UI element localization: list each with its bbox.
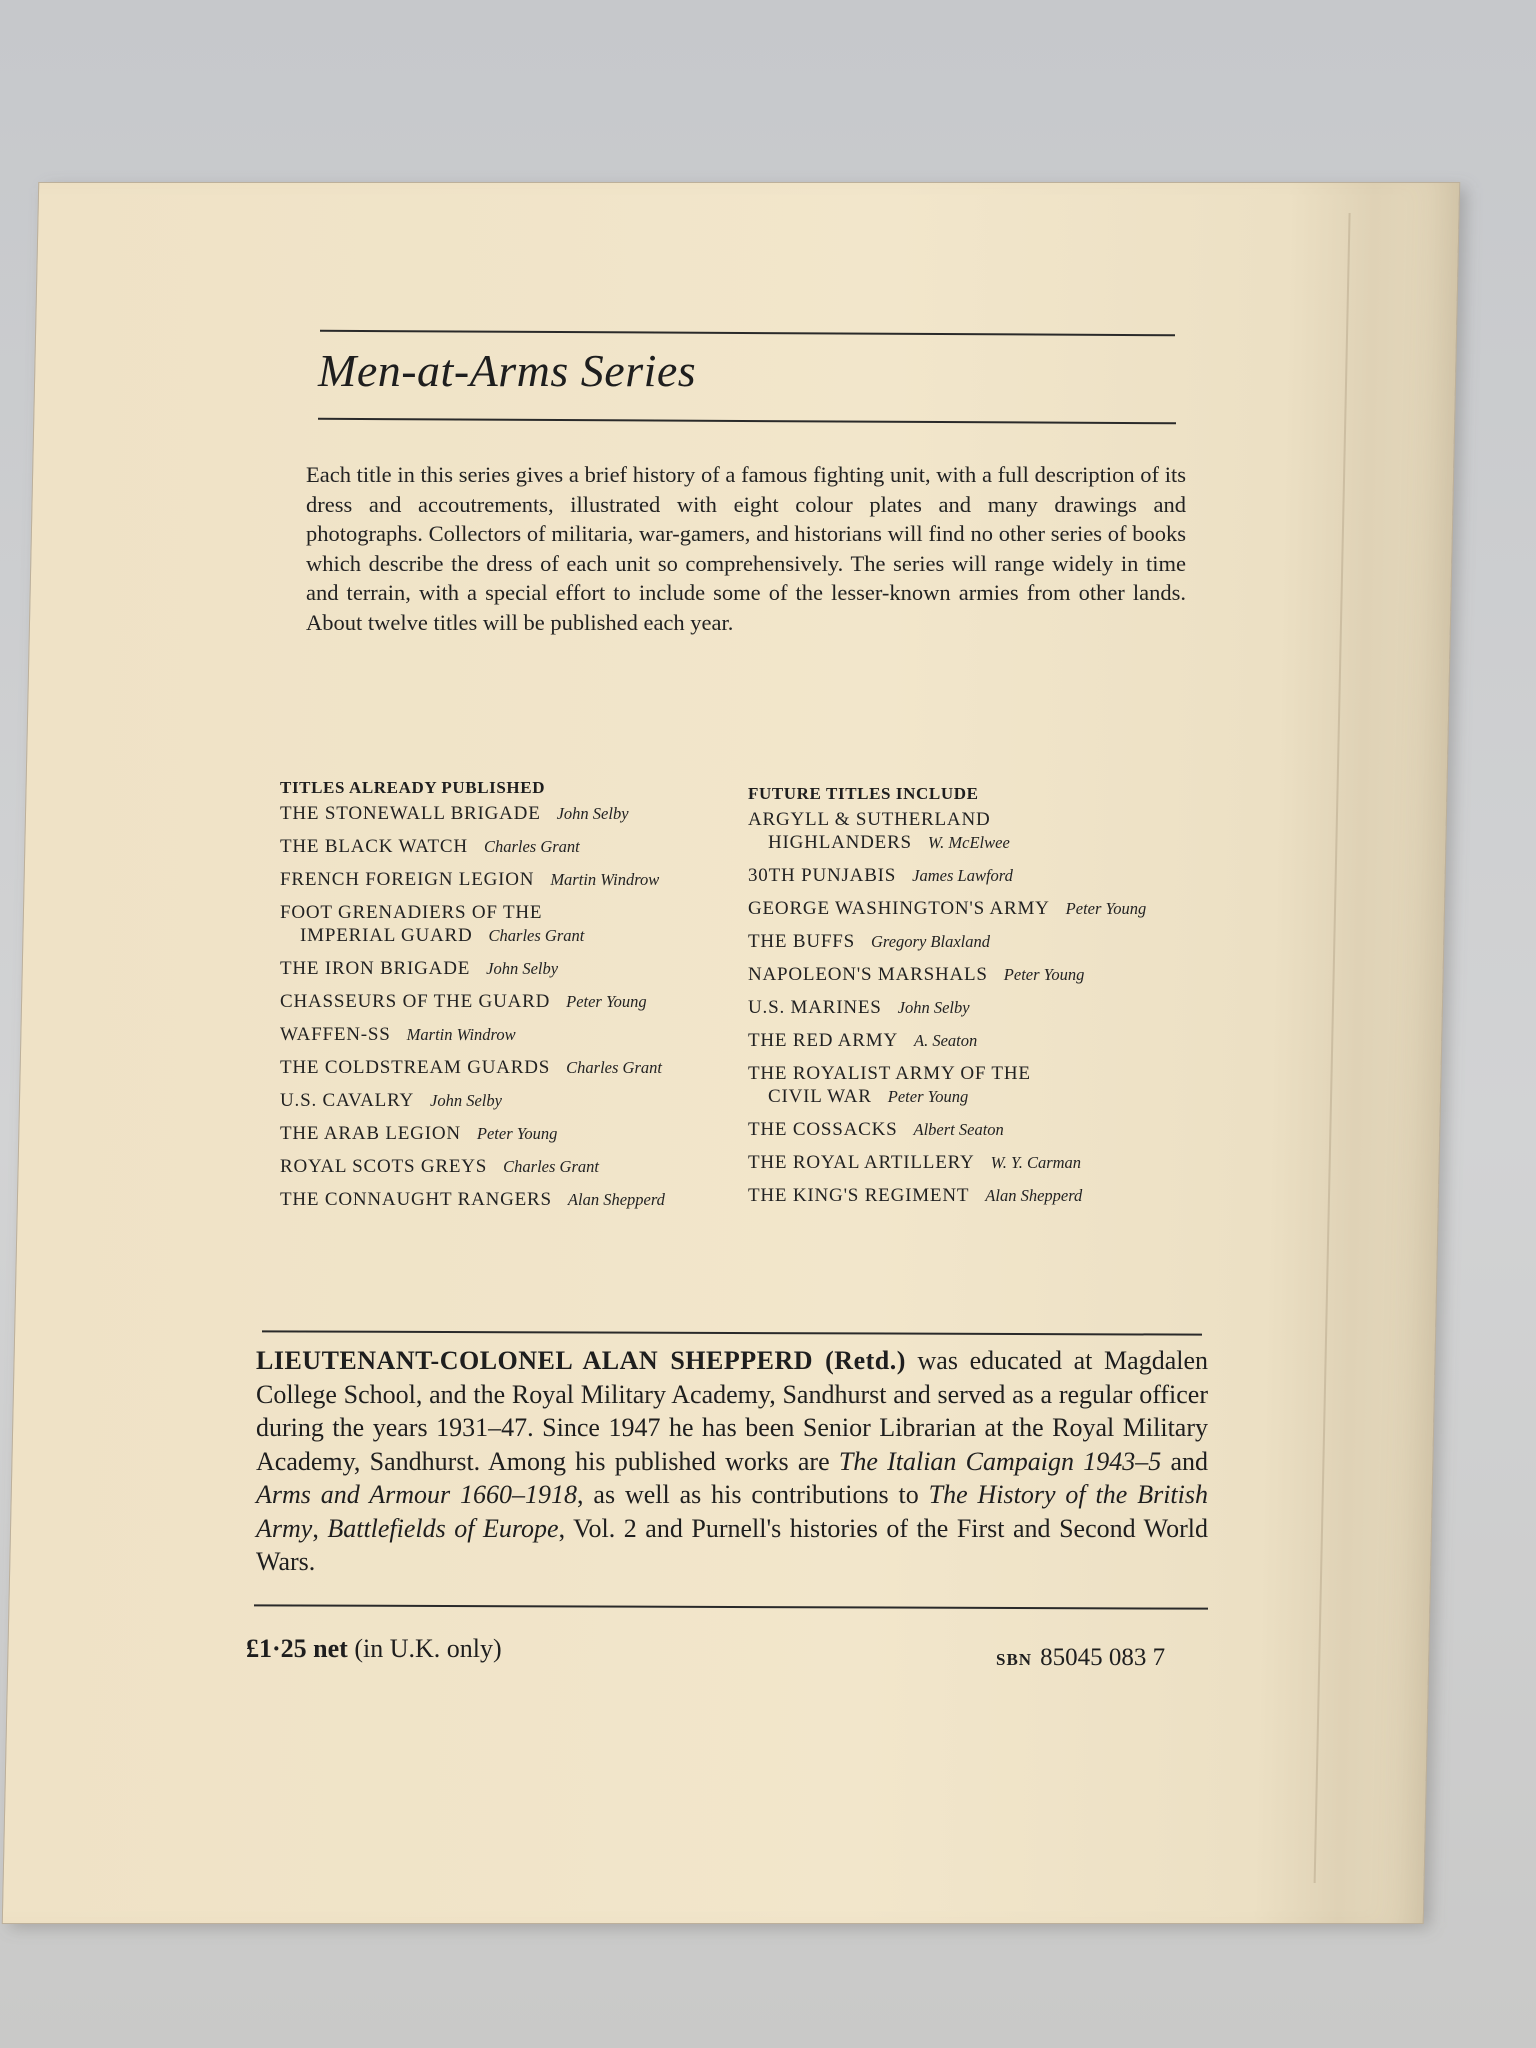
published-heading: TITLES ALREADY PUBLISHED: [280, 778, 546, 797]
list-item: [280, 1089, 730, 1112]
list-item: [280, 990, 730, 1013]
book-title: THE ROYAL ARTILLERY: [748, 1152, 975, 1173]
book-author: Peter Young: [887, 1087, 969, 1106]
list-item: [280, 868, 730, 891]
list-item: [280, 901, 730, 947]
book-title: THE CONNAUGHT RANGERS: [280, 1189, 552, 1210]
book-author: Charles Grant: [503, 1157, 599, 1176]
bio-text: , Vol. 2 and Purnell's histories of the First and Second World Wars.: [256, 1513, 1208, 1576]
isbn-label: [996, 1644, 1165, 1672]
book-author: Peter Young: [476, 1124, 558, 1143]
list-item: [748, 1184, 1218, 1207]
book-title: THE COSSACKS: [748, 1119, 898, 1140]
list-item: [748, 808, 1218, 854]
book-author: Alan Shepperd: [985, 1186, 1083, 1205]
bio-text: and: [1161, 1446, 1209, 1476]
list-item: [748, 1029, 1218, 1052]
top-rule: [320, 330, 1175, 336]
book-author: Martin Windrow: [406, 1025, 516, 1044]
book-title: FRENCH FOREIGN LEGION: [280, 869, 535, 890]
title-underline: [318, 418, 1176, 424]
book-title: THE IRON BRIGADE: [280, 958, 471, 979]
future-titles-list: [748, 784, 1218, 1217]
list-item: [748, 1118, 1218, 1141]
price-note: (in U.K. only): [347, 1634, 502, 1663]
bio-top-rule: [262, 1330, 1202, 1335]
future-heading: FUTURE TITLES INCLUDE: [748, 784, 979, 803]
list-item: [748, 930, 1218, 953]
list-item: [280, 835, 730, 858]
book-title-continued: CIVIL WAR: [768, 1086, 872, 1107]
book-author: Charles Grant: [566, 1058, 662, 1077]
list-item: [748, 996, 1218, 1019]
list-item: [748, 1151, 1218, 1174]
book-title: NAPOLEON'S MARSHALS: [748, 964, 988, 985]
list-item: [280, 1122, 730, 1145]
book-author: A. Seaton: [914, 1031, 978, 1050]
book-title: 30TH PUNJABIS: [748, 865, 897, 886]
book-title: FOOT GRENADIERS OF THE: [280, 902, 543, 923]
book-author: John Selby: [486, 959, 559, 978]
list-item: [748, 864, 1218, 887]
bio-text: was educated at Magdalen College School, and the Royal Military Academy, Sandhurst and served as a regular officer during the years 1931–47. Since 1947 he has been Senior Librarian at the Royal Military Academy, Sandhurst. Among his published works are: [256, 1346, 1208, 1476]
book-title: THE COLDSTREAM GUARDS: [280, 1057, 551, 1078]
book-title: THE ARAB LEGION: [280, 1123, 461, 1144]
book-author: James Lawford: [912, 866, 1013, 885]
series-description: Each title in this series gives a brief history of a famous fighting unit, with a full description of its dress and accoutrements, illustrated with eight colour plates and many drawings and photographs. Collectors of militaria, war-gamers, and historians will find no other series of books which describe the dress of each unit so comprehensively. The series will range widely in time and terrain, with a special effort to include some of the lesser-known armies from other lands. About twelve titles will be published each year.: [306, 462, 1186, 635]
book-title: THE BUFFS: [748, 931, 855, 952]
book-author: John Selby: [430, 1091, 502, 1110]
book-author: W. Y. Carman: [990, 1153, 1082, 1172]
book-title: THE STONEWALL BRIGADE: [280, 803, 541, 824]
book-title: CHASSEURS OF THE GUARD: [280, 991, 551, 1012]
bio-work-title: Arms and Armour 1660–1918: [256, 1480, 578, 1509]
book-title-continued: IMPERIAL GUARD: [300, 925, 473, 946]
bio-work-title: Battlefields of Europe: [327, 1513, 559, 1543]
series-title: Men-at-Arms Series: [318, 345, 697, 396]
book-title: THE BLACK WATCH: [280, 836, 468, 857]
book-author: Gregory Blaxland: [870, 932, 990, 951]
list-item: [280, 1155, 730, 1178]
book-title: U.S. MARINES: [748, 997, 882, 1018]
list-item: [280, 802, 730, 825]
published-titles-list: [280, 778, 730, 1221]
list-item: [280, 957, 730, 980]
book-author: Charles Grant: [488, 926, 585, 945]
book-author: Alan Shepperd: [567, 1190, 665, 1209]
book-title: THE KING'S REGIMENT: [748, 1185, 970, 1206]
book-title: THE ROYALIST ARMY OF THE: [748, 1063, 1031, 1084]
book-author: W. McElwee: [927, 833, 1010, 852]
author-biography: [256, 1344, 1208, 1579]
list-item: [280, 1023, 730, 1046]
list-item: [280, 1188, 730, 1211]
bio-bottom-rule: [254, 1604, 1208, 1609]
list-item: [748, 963, 1218, 986]
price-amount: £1·25 net: [246, 1634, 348, 1663]
book-title: ROYAL SCOTS GREYS: [280, 1156, 488, 1177]
book-title: THE RED ARMY: [748, 1030, 898, 1051]
book-title: U.S. CAVALRY: [280, 1090, 415, 1111]
price-label: [246, 1634, 502, 1664]
book-author: John Selby: [897, 998, 970, 1017]
bio-work-title: The Italian Campaign 1943–5: [838, 1446, 1162, 1476]
isbn-number: 85045 083 7: [1040, 1644, 1166, 1671]
bio-work-title: The History of the British Army: [256, 1480, 1208, 1543]
bio-text: , as well as his contributions to: [577, 1480, 929, 1509]
book-author: John Selby: [556, 804, 629, 823]
sbn-prefix: SBN: [996, 1650, 1033, 1669]
list-item: [748, 897, 1218, 920]
bio-text: ,: [312, 1513, 328, 1543]
list-item: [280, 1056, 730, 1079]
list-item: [748, 1062, 1218, 1108]
book-title-continued: HIGHLANDERS: [768, 832, 912, 853]
book-author: Martin Windrow: [550, 870, 660, 889]
book-author: Albert Seaton: [913, 1120, 1004, 1139]
book-title: WAFFEN-SS: [280, 1024, 391, 1045]
book-author: Peter Young: [1065, 899, 1147, 918]
book-author: Peter Young: [566, 992, 647, 1011]
book-title: ARGYLL & SUTHERLAND: [748, 809, 991, 830]
book-author: Charles Grant: [483, 837, 580, 856]
book-author: Peter Young: [1003, 965, 1085, 984]
author-name: LIEUTENANT-COLONEL ALAN SHEPPERD (Retd.): [256, 1346, 906, 1375]
book-title: GEORGE WASHINGTON'S ARMY: [748, 898, 1050, 919]
